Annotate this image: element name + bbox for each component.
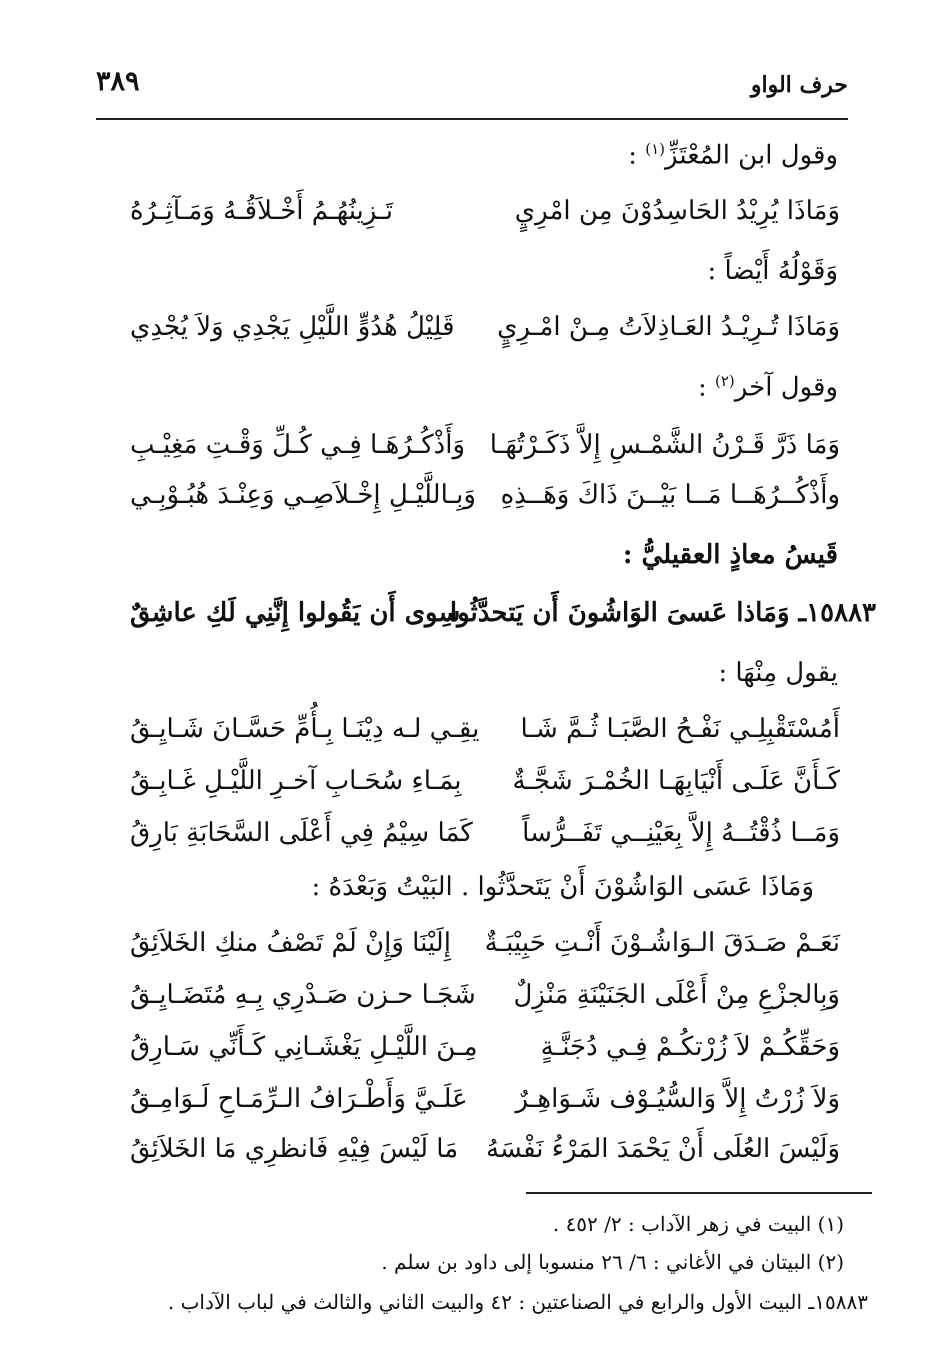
- hemistich-first: وَمَاذَا يُرِيْدُ الحَاسِدُوْنَ مِن امْرِيٍ: [514, 196, 840, 226]
- verse-line: [130, 818, 840, 862]
- hemistich-first: وَمَاذَا تُـرِيْـدُ العَـاذِلاَتُ مِـنْ امْـرِيٍ: [497, 312, 840, 342]
- hemistich-first: وَلاَ زُرْتُ إِلاَّ وَالسُّيُـوْف شَـوَاهِـرٌ: [515, 1084, 840, 1114]
- verse-line: [130, 430, 840, 474]
- footnote: ١٥٨٨٣ـ البيت الأول والرابع في الصناعتين : ٤٢ والبيت الثاني والثالث في لباب الآداب .: [167, 1290, 868, 1314]
- verse-line: [130, 980, 840, 1024]
- verse-line: [130, 196, 840, 240]
- hemistich-second: وَبِـاللَّيْـلِ إِخْـلاَصِـي وَعِنْـدَ هُبُـوْبِـي: [130, 480, 476, 510]
- hemistich-first: وَلَيْسَ العُلَى أَنْ يَحْمَدَ المَرْءُ نَفْسَهُ: [485, 1134, 840, 1164]
- page-header: [96, 66, 848, 110]
- hemistich-second: عَلَـيَّ وَأَطْـرَافُ الـرِّمَـاحِ لَـوَامِـقُ: [130, 1084, 468, 1114]
- verse-line: [130, 1084, 840, 1128]
- hemistich-first: وَحَقِّكُـمْ لاَ زُرْتكُـمْ فِـي دُجَنَّـةٍ: [540, 1032, 840, 1062]
- footnote: (٢) البيتان في الأغاني : ٦/ ٢٦ منسوبا إلى داود بن سلم .: [381, 1250, 844, 1274]
- hemistich-first: وأَذْكُــرُهَــا مَــا بَيْــنَ ذَاكَ وَهَــذِهِ: [500, 480, 840, 510]
- intro-line: وقول آخر$^{(٢)}$ :: [697, 372, 838, 403]
- intro-line: وَمَاذَا عَسَى الوَاشُوْنَ أَنْ يَتَحدَّثُوا . البَيْتُ وَبَعْدَهُ :: [311, 872, 814, 902]
- footnote: (١) البيت في زهر الآداب : ٢/ ٤٥٢ .: [552, 1212, 844, 1236]
- hemistich-second: كَمَا سِيْمُ فِي أَعْلَى السَّحَابَةِ بَارِقُ: [130, 818, 473, 848]
- hemistich-second: وَأَذْكُـرُهَـا فِـي كُـلِّ وَقْـتِ مَغِيْـبِ: [130, 430, 466, 460]
- hemistich-second: شَجَـا حـزن صَـدْرِي بِـهِ مُتَضَـايِـقُ: [130, 980, 476, 1010]
- hemistich-second: مِـنَ اللَّيْـلِ يَغْشَـانِي كَـأَنِّي سَـارِقُ: [130, 1032, 478, 1062]
- hemistich-second: يقِـي لـه دِيْنَـا بِـأُمِّ حَسَّـانَ شَـايِـقُ: [130, 714, 480, 744]
- hemistich-second: قَلِيْلُ هُدُوٍّ اللَّيْلِ يَجْدِي وَلاَ يُجْدِي: [130, 312, 455, 342]
- hemistich-second: سِوى أَن يَقُولوا إِنَّنِي لَكِ عاشِقٌ: [130, 598, 461, 628]
- numbered-verse: [130, 598, 876, 642]
- intro-line: يقول مِنْهَا :: [718, 658, 838, 688]
- intro-line: وقول ابن المُعْتَزِّ$^{(١)}$ :: [628, 140, 838, 171]
- hemistich-first: وَبِالجزْعِ مِنْ أَعْلَى الجَنَيْنَةِ مَنْزِلٌ: [513, 980, 840, 1010]
- verse-line: [130, 714, 840, 758]
- header-rule: [96, 118, 848, 120]
- verse-line: [130, 312, 840, 356]
- footnote-marker: (١): [645, 140, 665, 158]
- verse-line: [130, 766, 840, 810]
- hemistich-first: وَمَــا ذُقْتُــهُ إِلاَّ بِعَيْنِــي تَفَــرُّساً: [522, 818, 840, 848]
- chapter-title: حرف الواو: [750, 72, 848, 98]
- page-number: ٣٨٩: [96, 66, 140, 97]
- footnote-rule: [526, 1192, 872, 1194]
- footnote-marker: (٢): [715, 372, 735, 390]
- hemistich-second: بِمَـاءِ سُحَـابِ آخـرِ اللَّيْـلِ غَـابِـقُ: [130, 766, 462, 796]
- hemistich-first: كَـأَنَّ عَلَـى أَنْيَابِهَـا الخُمْـرَ شَجَّـةٌ: [512, 766, 840, 796]
- hemistich-first: وَمَا ذَرَّ قَـرْنُ الشَّمْـسِ إِلاَّ ذَكَـرْتُهَـا: [489, 430, 840, 460]
- hemistich-first: أَمُسْتَقْبِلِـي نَفْـحُ الصَّبَـا ثُـمَّ شَـا: [520, 714, 840, 744]
- hemistich-first: نَعَـمْ صَـدَقَ الـوَاشُـوْنَ أَنْـتِ حَبِيْبَـةٌ: [484, 928, 840, 958]
- verse-line: [130, 928, 840, 972]
- poet-heading: قَيسُ معاذٍ العقيليُّ :: [622, 540, 838, 570]
- hemistich-first: ١٥٨٨٣ـ وَمَاذا عَسىَ الوَاشُونَ أَن يَتحدَّثُوا: [449, 598, 876, 628]
- verse-line: [130, 1032, 840, 1076]
- verse-line: [130, 480, 840, 524]
- intro-line: وَقَوْلُهُ أَيْضاً :: [707, 256, 838, 286]
- hemistich-second: تَـزِينُهُـمُ أَخْـلاَقُـهُ وَمَـآثِـرُهُ: [130, 196, 393, 226]
- hemistich-second: إِلَيْنَا وَإِنْ لَمْ تَصْفُ منكِ الخَلاَئِقُ: [130, 928, 451, 958]
- verse-line: [130, 1134, 840, 1178]
- hemistich-second: مَا لَيْسَ فِيْهِ فَانظرِي مَا الخَلاَئِقُ: [130, 1134, 459, 1164]
